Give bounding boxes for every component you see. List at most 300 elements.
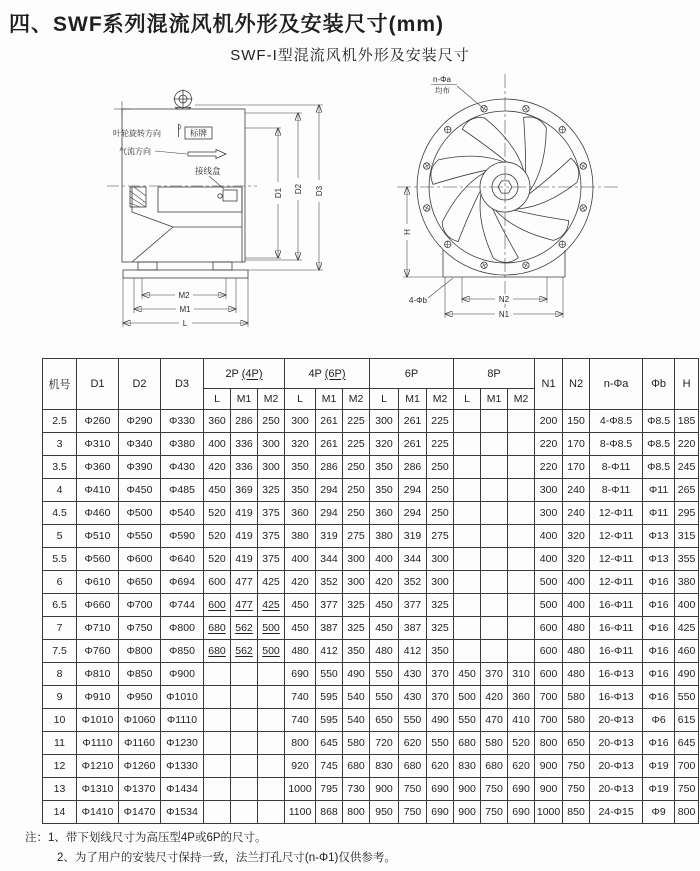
table-cell: 300 [258, 456, 285, 479]
table-cell: 6.5 [43, 594, 77, 617]
table-cell [258, 755, 285, 778]
header-model: 机号 [43, 359, 77, 410]
subheader-m1: M1 [481, 389, 508, 410]
dim-m2-label: M2 [178, 291, 190, 300]
table-cell: 550 [399, 709, 427, 732]
table-cell: 580 [563, 709, 590, 732]
table-cell: 325 [427, 594, 454, 617]
table-cell: 310 [508, 663, 535, 686]
table-cell: 11 [43, 732, 77, 755]
table-cell [454, 525, 481, 548]
table-cell: 360 [508, 686, 535, 709]
dimension-h [402, 187, 443, 277]
lifting-eye-icon [174, 90, 193, 110]
table-cell: 800 [535, 732, 563, 755]
table-cell: Φ1010 [77, 709, 119, 732]
table-cell: 620 [399, 732, 427, 755]
table-cell: 325 [343, 594, 370, 617]
table-cell: 700 [535, 709, 563, 732]
table-cell: 286 [399, 456, 427, 479]
table-cell: 350 [285, 456, 316, 479]
table-cell: 265 [675, 479, 699, 502]
table-cell: 830 [370, 755, 399, 778]
table-cell: 5.5 [43, 548, 77, 571]
table-cell: 550 [370, 663, 399, 686]
table-cell: 477 [231, 571, 258, 594]
table-cell: 170 [563, 456, 590, 479]
table-cell: 16-Φ11 [590, 617, 643, 640]
table-cell: 690 [285, 663, 316, 686]
table-cell [231, 732, 258, 755]
table-cell: 10 [43, 709, 77, 732]
table-cell [454, 456, 481, 479]
table-cell: Φ550 [119, 525, 161, 548]
table-cell: 350 [370, 479, 399, 502]
figure-subtitle: SWF-I型混流风机外形及安装尺寸 [230, 47, 470, 64]
table-cell: 645 [675, 732, 699, 755]
table-row [43, 755, 699, 778]
table-cell: Φ6 [643, 709, 675, 732]
table-row [43, 525, 699, 548]
table-cell: 300 [427, 571, 454, 594]
table-cell: 250 [258, 410, 285, 433]
table-cell: 12 [43, 755, 77, 778]
table-row [43, 410, 699, 433]
table-cell: 750 [675, 778, 699, 801]
table-cell: 360 [370, 502, 399, 525]
table-cell: 520 [204, 502, 231, 525]
table-cell: Φ13 [643, 525, 675, 548]
table-cell: 420 [370, 571, 399, 594]
table-cell: 319 [399, 525, 427, 548]
table-cell: 740 [285, 686, 316, 709]
table-cell: Φ16 [643, 686, 675, 709]
table-cell: Φ850 [119, 663, 161, 686]
table-cell: 16-Φ11 [590, 594, 643, 617]
table-cell: 450 [285, 617, 316, 640]
table-cell: 580 [343, 732, 370, 755]
table-cell: 420 [285, 571, 316, 594]
table-cell: Φ1260 [119, 755, 161, 778]
table-cell [481, 479, 508, 502]
table-cell: 360 [285, 502, 316, 525]
table-cell: 480 [285, 640, 316, 663]
table-cell [454, 571, 481, 594]
table-cell: 650 [563, 732, 590, 755]
table-cell [231, 778, 258, 801]
dim-d3-label: D3 [315, 185, 324, 197]
table-cell: Φ1160 [119, 732, 161, 755]
header-group-8p [454, 359, 535, 389]
table-cell: 800 [343, 801, 370, 824]
table-cell [454, 479, 481, 502]
table-cell: 900 [370, 778, 399, 801]
table-cell: 400 [535, 525, 563, 548]
mounting-feet [123, 262, 248, 278]
table-cell: 12-Φ11 [590, 571, 643, 594]
table-cell: 7 [43, 617, 77, 640]
table-cell: 500 [454, 686, 481, 709]
table-cell: 620 [508, 755, 535, 778]
table-cell: 170 [563, 433, 590, 456]
table-cell: 690 [427, 801, 454, 824]
bolt-pattern-note [431, 75, 483, 108]
table-cell: 336 [231, 456, 258, 479]
table-cell: 200 [535, 410, 563, 433]
table-cell: Φ410 [77, 479, 119, 502]
table-cell: 580 [563, 686, 590, 709]
table-cell: 900 [454, 801, 481, 824]
table-cell: 377 [399, 594, 427, 617]
bolt-pattern-sublabel: 均布 [435, 86, 450, 95]
table-cell: Φ330 [161, 410, 204, 433]
table-cell: Φ13 [643, 548, 675, 571]
table-cell [258, 709, 285, 732]
table-cell: 700 [675, 755, 699, 778]
table-cell: 315 [675, 525, 699, 548]
table-cell: Φ694 [161, 571, 204, 594]
table-cell: Φ900 [161, 663, 204, 686]
table-cell: 250 [343, 502, 370, 525]
table-cell: 480 [563, 617, 590, 640]
table-cell [454, 640, 481, 663]
table-row [43, 479, 699, 502]
group-2p-main: 2P [225, 367, 239, 380]
table-cell [204, 778, 231, 801]
subheader-m2: M2 [508, 389, 535, 410]
table-cell: Φ8.5 [643, 456, 675, 479]
table-cell: 369 [231, 479, 258, 502]
table-cell: Φ16 [643, 663, 675, 686]
table-cell: Φ16 [643, 640, 675, 663]
table-row [43, 732, 699, 755]
table-cell: 450 [454, 663, 481, 686]
table-cell: 295 [675, 502, 699, 525]
table-cell: Φ1110 [77, 732, 119, 755]
table-cell: 1000 [285, 778, 316, 801]
table-cell: 750 [481, 801, 508, 824]
table-cell: 800 [285, 732, 316, 755]
table-cell: 400 [675, 594, 699, 617]
table-cell: 920 [285, 755, 316, 778]
airflow-direction-label: 气流方向 [119, 147, 151, 156]
table-cell [508, 433, 535, 456]
table-cell: 344 [316, 548, 343, 571]
table-cell: 300 [285, 410, 316, 433]
table-cell: 220 [535, 433, 563, 456]
table-cell: 4 [43, 479, 77, 502]
table-cell: 450 [204, 479, 231, 502]
table-row [43, 617, 699, 640]
table-cell: 380 [675, 571, 699, 594]
table-cell: 220 [535, 456, 563, 479]
table-cell: 261 [399, 410, 427, 433]
table-cell: 6 [43, 571, 77, 594]
table-cell: 750 [399, 778, 427, 801]
table-cell: 350 [370, 456, 399, 479]
table-cell [481, 548, 508, 571]
table-cell [204, 663, 231, 686]
table-cell: 325 [427, 617, 454, 640]
table-cell: 220 [675, 433, 699, 456]
table-cell: Φ8.5 [643, 433, 675, 456]
table-cell: Φ510 [77, 525, 119, 548]
group-8p-main: 8P [487, 367, 501, 380]
table-cell: 900 [535, 778, 563, 801]
table-cell [231, 686, 258, 709]
table-cell: Φ380 [161, 433, 204, 456]
table-cell: 380 [285, 525, 316, 548]
table-cell: 16-Φ13 [590, 663, 643, 686]
table-cell: 425 [258, 571, 285, 594]
table-cell: 500 [535, 571, 563, 594]
table-cell [454, 502, 481, 525]
table-cell: 750 [481, 778, 508, 801]
table-cell: Φ1210 [77, 755, 119, 778]
table-cell: 470 [481, 709, 508, 732]
table-cell: 7.5 [43, 640, 77, 663]
table-cell: 650 [370, 709, 399, 732]
motor-section [130, 187, 242, 262]
table-cell: 419 [231, 548, 258, 571]
table-cell: 375 [258, 502, 285, 525]
table-row [43, 594, 699, 617]
table-cell: 720 [370, 732, 399, 755]
table-cell: 420 [481, 686, 508, 709]
table-cell: 8 [43, 663, 77, 686]
table-row [43, 456, 699, 479]
table-cell: 419 [231, 525, 258, 548]
table-cell: 800 [675, 801, 699, 824]
table-cell [481, 640, 508, 663]
table-cell: Φ1010 [161, 686, 204, 709]
table-cell: 430 [399, 686, 427, 709]
table-cell: 450 [370, 617, 399, 640]
table-cell: 300 [535, 502, 563, 525]
table-cell: Φ8.5 [643, 410, 675, 433]
table-cell: 550 [675, 686, 699, 709]
table-cell: Φ1434 [161, 778, 204, 801]
table-cell [231, 709, 258, 732]
subheader-l: L [370, 389, 399, 410]
table-cell: 562 [231, 617, 258, 640]
table-cell: 300 [370, 410, 399, 433]
table-cell [454, 594, 481, 617]
footnotes [25, 828, 396, 868]
dimension-spec-table [42, 358, 699, 824]
table-cell: 412 [316, 640, 343, 663]
subheader-m2: M2 [258, 389, 285, 410]
table-cell: 745 [316, 755, 343, 778]
rotation-flag-icon [179, 124, 182, 137]
table-cell: 344 [399, 548, 427, 571]
table-cell: 300 [343, 571, 370, 594]
table-cell: 294 [399, 502, 427, 525]
table-cell: 387 [316, 617, 343, 640]
table-cell: 375 [258, 548, 285, 571]
table-cell: 540 [343, 709, 370, 732]
table-cell: Φ11 [643, 502, 675, 525]
table-cell [508, 571, 535, 594]
table-cell: 600 [535, 640, 563, 663]
table-cell [481, 594, 508, 617]
table-cell [454, 433, 481, 456]
table-cell: 690 [427, 778, 454, 801]
table-cell: 4.5 [43, 502, 77, 525]
table-cell [204, 801, 231, 824]
table-cell [231, 755, 258, 778]
table-cell [508, 548, 535, 571]
table-cell: Φ600 [119, 548, 161, 571]
dim-d2-label: D2 [294, 183, 303, 195]
table-cell: 352 [399, 571, 427, 594]
foot-hole-label: 4-Φb [409, 296, 427, 305]
table-cell: 1100 [285, 801, 316, 824]
table-cell: Φ9 [643, 801, 675, 824]
table-cell: 250 [427, 456, 454, 479]
table-cell: 850 [563, 801, 590, 824]
table-row [43, 640, 699, 663]
table-cell: Φ910 [77, 686, 119, 709]
dimension-m2 [142, 278, 226, 300]
header-group-6p [370, 359, 454, 389]
table-cell [508, 640, 535, 663]
table-cell: 550 [427, 732, 454, 755]
table-cell: 540 [343, 686, 370, 709]
table-cell: 600 [535, 663, 563, 686]
table-cell: 430 [399, 663, 427, 686]
table-cell: 9 [43, 686, 77, 709]
table-cell [481, 433, 508, 456]
table-cell: 275 [343, 525, 370, 548]
dim-n2-label: N2 [498, 295, 510, 304]
table-cell: 680 [204, 617, 231, 640]
table-cell: Φ290 [119, 410, 161, 433]
table-cell [204, 686, 231, 709]
table-cell: Φ1470 [119, 801, 161, 824]
table-cell: 275 [427, 525, 454, 548]
table-cell: 245 [675, 456, 699, 479]
table-cell: 595 [316, 709, 343, 732]
table-cell: 690 [508, 778, 535, 801]
table-cell: 490 [343, 663, 370, 686]
group-2p-paren: (4P) [241, 367, 263, 380]
dim-l-label: L [182, 319, 188, 328]
table-cell: Φ16 [643, 617, 675, 640]
table-header-row-1 [43, 359, 699, 389]
table-cell: 900 [535, 755, 563, 778]
table-cell: Φ540 [161, 502, 204, 525]
table-cell: Φ11 [643, 479, 675, 502]
table-cell [481, 410, 508, 433]
page-title: 四、SWF系列混流风机外形及安装尺寸(mm) [9, 13, 444, 36]
table-cell: 550 [316, 663, 343, 686]
table-cell: Φ485 [161, 479, 204, 502]
table-cell: 400 [563, 571, 590, 594]
table-cell: 12-Φ11 [590, 502, 643, 525]
table-cell [481, 617, 508, 640]
table-cell: 225 [427, 433, 454, 456]
table-cell: 500 [535, 594, 563, 617]
table-cell: 500 [258, 617, 285, 640]
subheader-m2: M2 [343, 389, 370, 410]
group-4p-paren: (6P) [324, 367, 346, 380]
table-cell [258, 663, 285, 686]
table-cell [508, 502, 535, 525]
table-cell: 225 [343, 410, 370, 433]
subheader-m2: M2 [427, 389, 454, 410]
table-cell: 16-Φ13 [590, 686, 643, 709]
junction-box-label: 接线盒 [195, 166, 221, 176]
table-cell: Φ16 [643, 571, 675, 594]
table-cell: 225 [343, 433, 370, 456]
table-cell [508, 479, 535, 502]
table-cell: 370 [427, 663, 454, 686]
table-cell: 520 [508, 732, 535, 755]
table-cell [258, 732, 285, 755]
subheader-l: L [204, 389, 231, 410]
side-view-drawing [85, 73, 335, 335]
table-cell: 350 [343, 640, 370, 663]
table-cell: Φ710 [77, 617, 119, 640]
table-cell: 550 [454, 709, 481, 732]
table-cell: 900 [454, 778, 481, 801]
footnote-2: 2、为了用户的安装尺寸保持一致，法兰打孔尺寸(n-Φ1)仅供参考。 [57, 852, 396, 864]
table-cell: 320 [370, 433, 399, 456]
table-row [43, 709, 699, 732]
table-cell: 225 [427, 410, 454, 433]
table-cell: 1000 [535, 801, 563, 824]
table-cell: Φ560 [77, 548, 119, 571]
header-na: n-Φa [590, 359, 643, 410]
table-cell: Φ810 [77, 663, 119, 686]
table-cell [454, 548, 481, 571]
spec-table-body [43, 410, 699, 824]
table-cell: 400 [370, 548, 399, 571]
table-cell [508, 594, 535, 617]
table-cell [481, 571, 508, 594]
table-cell [481, 502, 508, 525]
table-cell: 20-Φ13 [590, 755, 643, 778]
table-cell: 420 [204, 456, 231, 479]
table-cell: 600 [204, 571, 231, 594]
table-cell: 294 [316, 502, 343, 525]
table-cell: Φ340 [119, 433, 161, 456]
front-view-drawing [395, 72, 625, 327]
table-cell: 615 [675, 709, 699, 732]
table-cell: Φ1310 [77, 778, 119, 801]
table-cell: 680 [343, 755, 370, 778]
table-cell: Φ1230 [161, 732, 204, 755]
table-row [43, 571, 699, 594]
table-cell [204, 709, 231, 732]
table-cell: 12-Φ11 [590, 548, 643, 571]
table-cell: 325 [258, 479, 285, 502]
table-cell: 520 [204, 548, 231, 571]
table-cell: 370 [481, 663, 508, 686]
table-cell: 16-Φ11 [590, 640, 643, 663]
table-cell: 690 [508, 801, 535, 824]
dim-h-label: H [403, 229, 412, 235]
header-group-2p [204, 359, 285, 389]
table-cell: 680 [454, 732, 481, 755]
table-cell: 477 [231, 594, 258, 617]
header-n1: N1 [535, 359, 563, 410]
junction-box [218, 190, 237, 201]
table-cell: 300 [343, 548, 370, 571]
table-cell: Φ460 [77, 502, 119, 525]
table-cell: 320 [563, 525, 590, 548]
